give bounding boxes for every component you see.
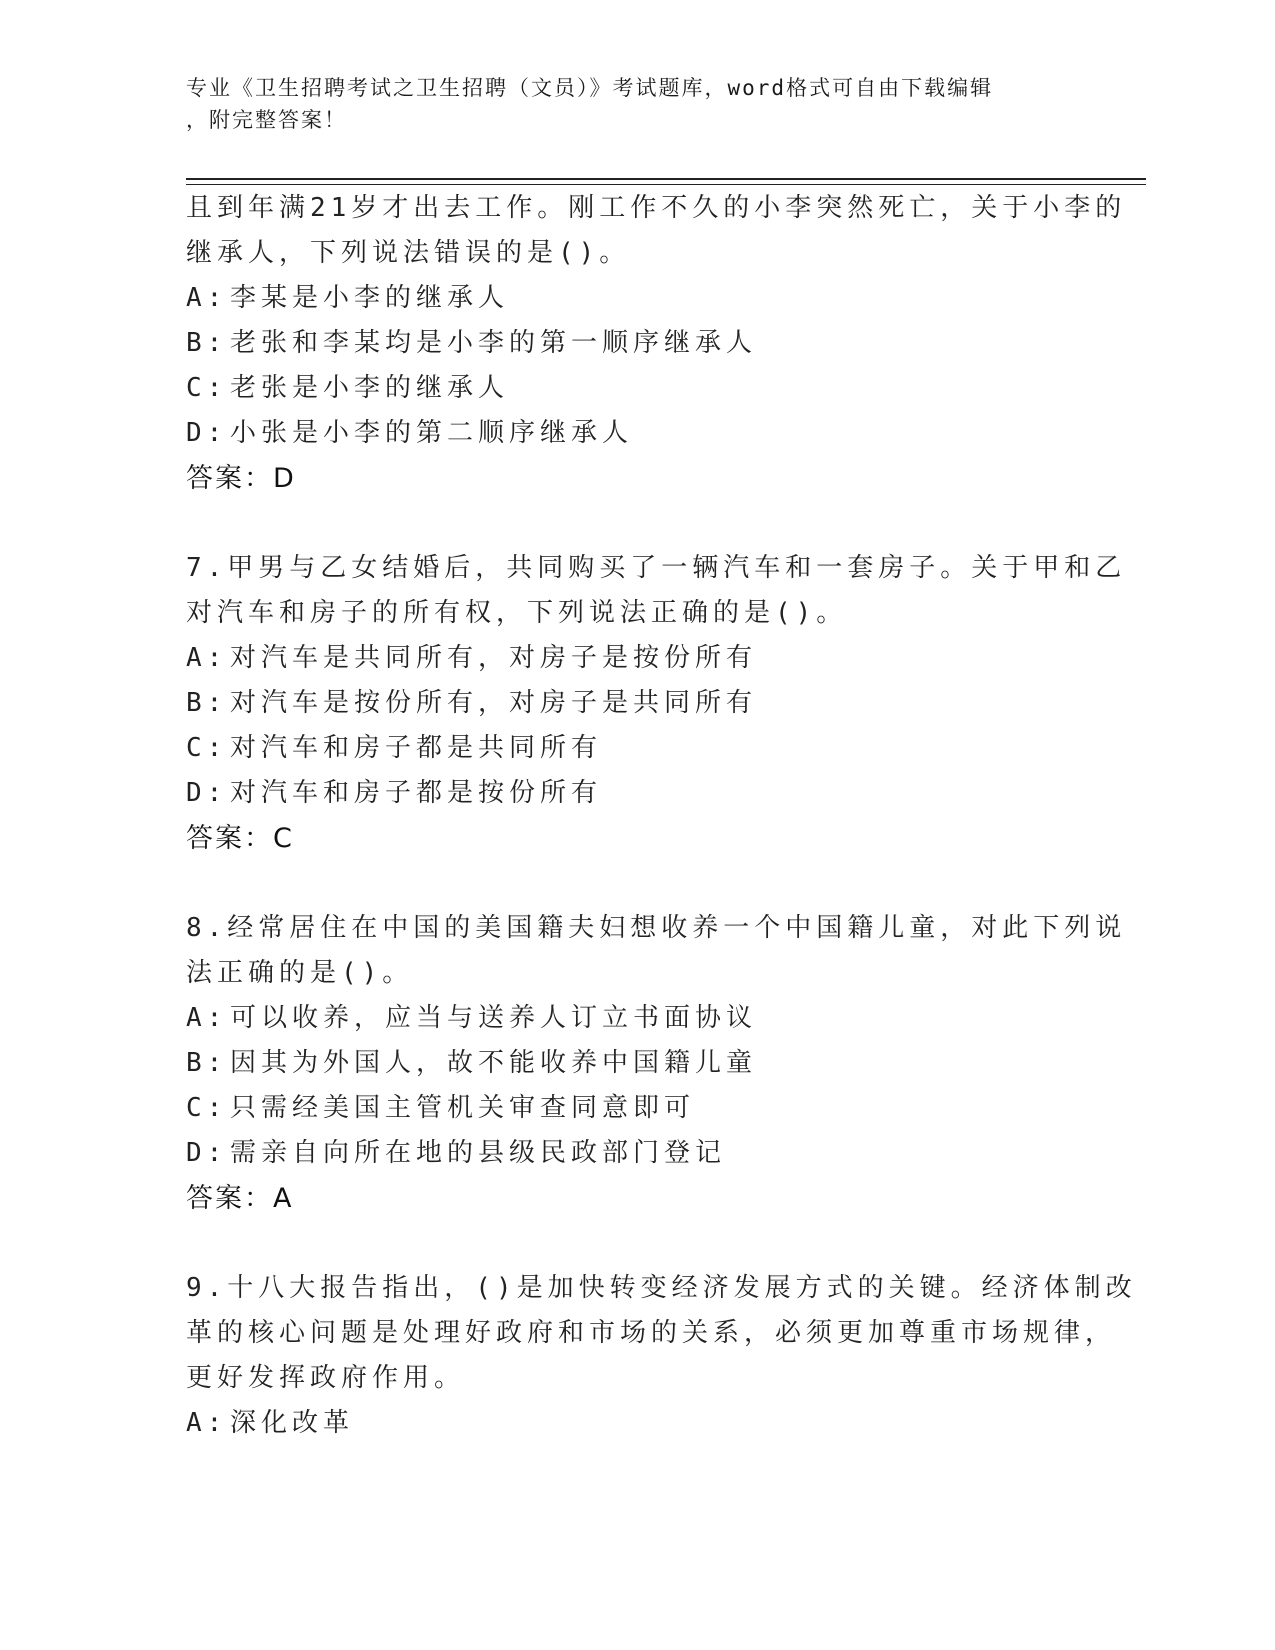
document-header: [186, 72, 1066, 136]
option-b: [186, 1041, 1066, 1086]
option-key: B:: [186, 1048, 228, 1078]
option-text: 对汽车是按份所有，对房子是共同所有: [230, 688, 758, 718]
option-key: C:: [186, 733, 228, 763]
option-text: 可以收养，应当与送养人订立书面协议: [230, 1003, 758, 1033]
question-stem-line: 更好发挥政府作用。: [186, 1363, 466, 1393]
option-key: D:: [186, 1138, 228, 1168]
option-key: C:: [186, 373, 228, 403]
option-key: A:: [186, 283, 228, 313]
option-key: B:: [186, 688, 228, 718]
header-line-2: ，附完整答案！: [186, 108, 347, 132]
option-key: A:: [186, 1408, 228, 1438]
option-a: [186, 1401, 1066, 1446]
option-c: [186, 726, 1066, 771]
option-text: 老张是小李的继承人: [230, 373, 510, 403]
question-stem-line: 革的核心问题是处理好政府和市场的关系，必须更加尊重市场规律，: [186, 1318, 1117, 1348]
option-d: [186, 1131, 1066, 1176]
option-key: A:: [186, 1003, 228, 1033]
question-spacer: [186, 501, 1066, 546]
header-divider-thick: [186, 178, 1146, 180]
question-stem-line: 9.十八大报告指出，()是加快转变经济发展方式的关键。经济体制改: [186, 1273, 1137, 1303]
option-key: D:: [186, 418, 228, 448]
question-stem-line: 法正确的是()。: [186, 958, 414, 988]
question-list: [186, 186, 1137, 1446]
answer: 答案：A: [186, 1183, 294, 1214]
question-spacer: [186, 861, 1066, 906]
header-line-1: 专业《卫生招聘考试之卫生招聘（文员）》考试题库，word格式可自由下载编辑: [186, 76, 994, 100]
question-stem-line: 继承人，下列说法错误的是()。: [186, 238, 631, 268]
option-text: 需亲自向所在地的县级民政部门登记: [230, 1138, 727, 1168]
question-8: [186, 906, 1127, 1221]
question-6: [186, 186, 1127, 501]
question-9: [186, 1266, 1137, 1446]
option-text: 小张是小李的第二顺序继承人: [230, 418, 634, 448]
option-a: [186, 996, 1066, 1041]
answer: 答案：D: [186, 463, 296, 494]
option-b: [186, 321, 1066, 366]
option-text: 只需经美国主管机关审查同意即可: [230, 1093, 696, 1123]
option-a: [186, 276, 1066, 321]
option-c: [186, 366, 1066, 411]
option-text: 对汽车是共同所有，对房子是按份所有: [230, 643, 758, 673]
option-text: 对汽车和房子都是按份所有: [230, 778, 603, 808]
option-c: [186, 1086, 1066, 1131]
option-key: A:: [186, 643, 228, 673]
option-d: [186, 771, 1066, 816]
option-a: [186, 636, 1066, 681]
option-text: 因其为外国人，故不能收养中国籍儿童: [230, 1048, 758, 1078]
question-stem-line: 7.甲男与乙女结婚后，共同购买了一辆汽车和一套房子。关于甲和乙: [186, 553, 1127, 583]
option-text: 李某是小李的继承人: [230, 283, 510, 313]
question-stem-line: 且到年满21岁才出去工作。刚工作不久的小李突然死亡，关于小李的: [186, 193, 1127, 223]
question-spacer: [186, 1221, 1066, 1266]
option-b: [186, 681, 1066, 726]
option-text: 对汽车和房子都是共同所有: [230, 733, 603, 763]
answer: 答案：C: [186, 823, 294, 854]
question-stem-line: 对汽车和房子的所有权，下列说法正确的是()。: [186, 598, 848, 628]
option-d: [186, 411, 1066, 456]
question-stem-line: 8.经常居住在中国的美国籍夫妇想收养一个中国籍儿童，对此下列说: [186, 913, 1127, 943]
option-key: C:: [186, 1093, 228, 1123]
option-text: 深化改革: [230, 1408, 355, 1438]
question-7: [186, 546, 1127, 861]
option-text: 老张和李某均是小李的第一顺序继承人: [230, 328, 758, 358]
option-key: D:: [186, 778, 228, 808]
option-key: B:: [186, 328, 228, 358]
header-divider-thin: [186, 184, 1146, 185]
